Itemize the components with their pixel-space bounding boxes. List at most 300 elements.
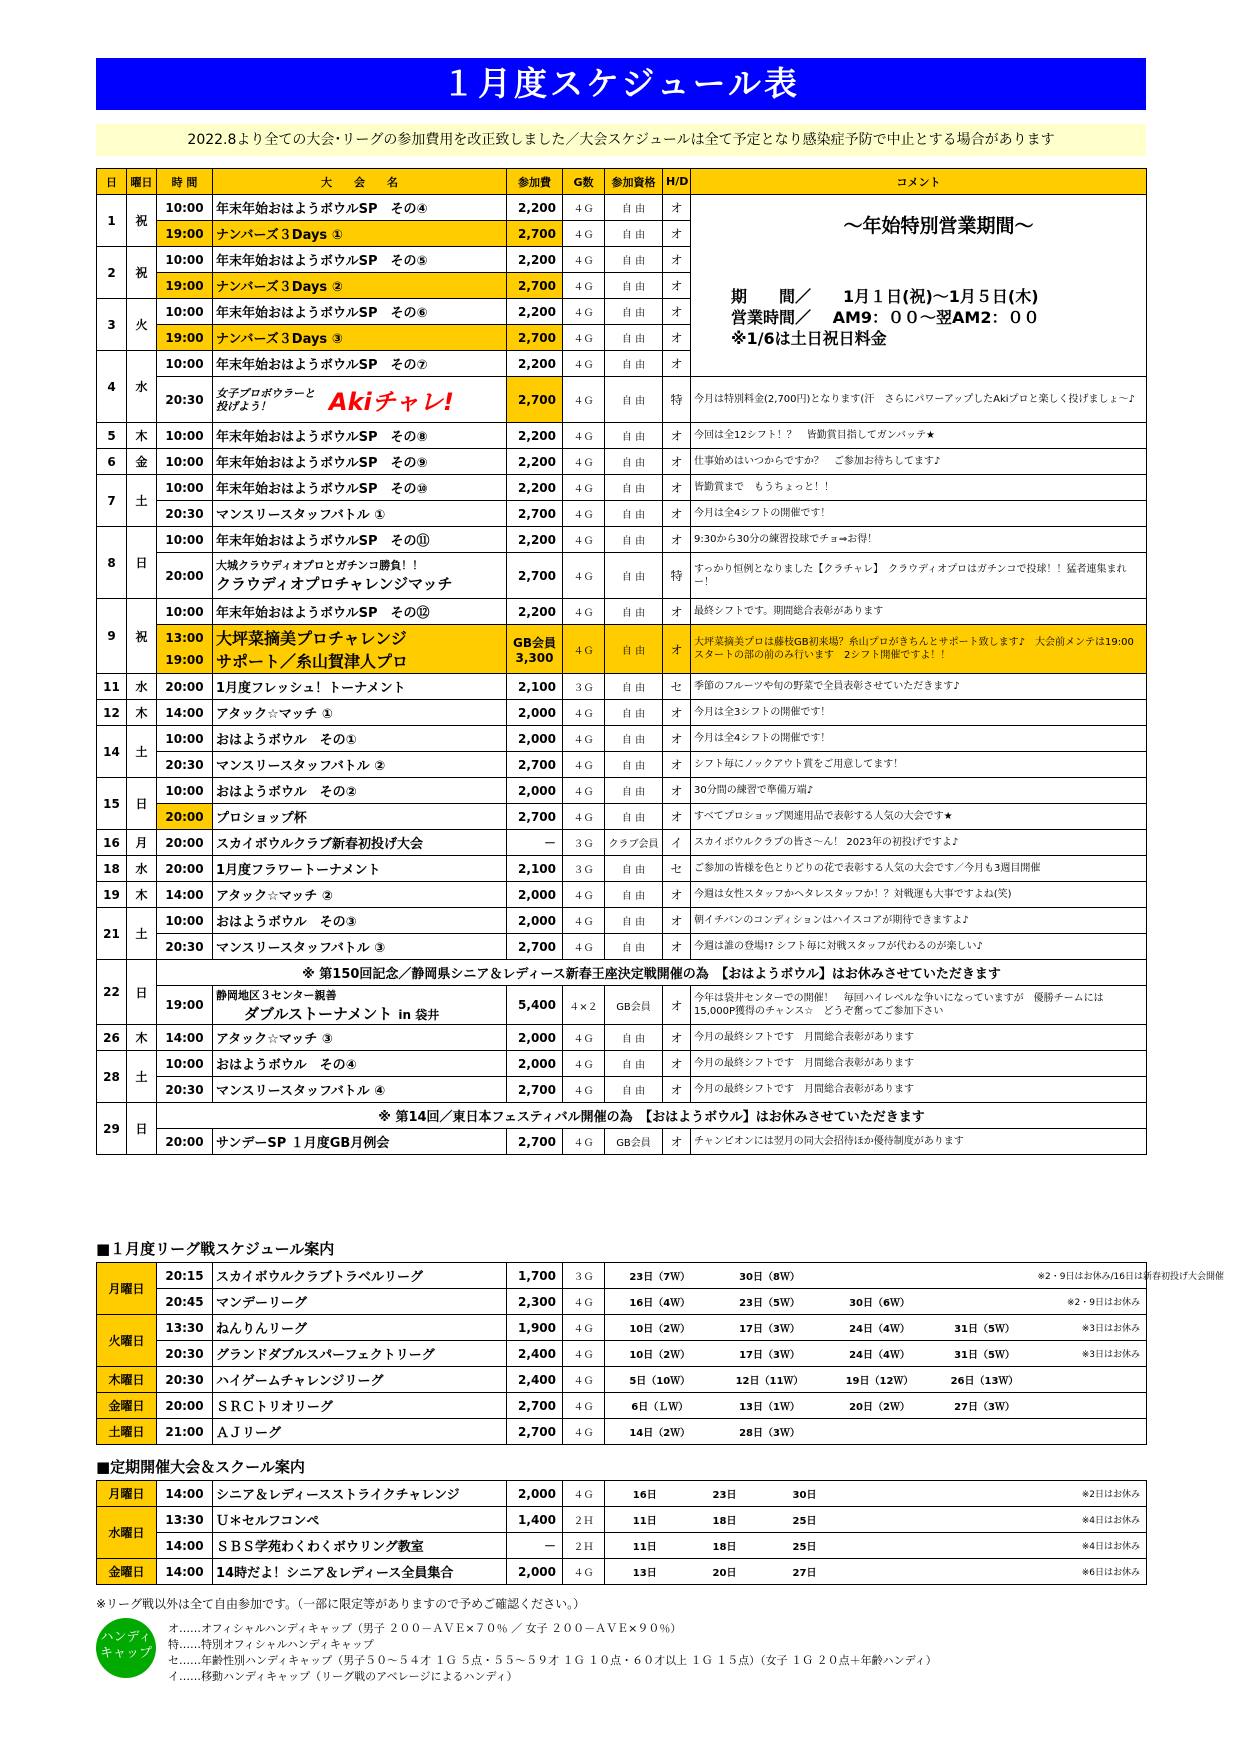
league-games: ４Ｇ — [563, 1315, 605, 1341]
fee-cell: 2,000 — [507, 778, 563, 804]
games-cell: ４Ｇ — [563, 247, 605, 273]
league-session: 19日（12Ｗ） — [825, 1367, 935, 1393]
weekday-cell: 火 — [127, 299, 157, 351]
day-cell: 22 — [97, 960, 127, 1025]
qualification-cell: GB会員 — [605, 986, 663, 1025]
event-name: 年末年始おはようボウルSP その⑦ — [213, 351, 507, 377]
handicap-cell: オ — [663, 1077, 691, 1103]
handicap-cell: オ — [663, 195, 691, 221]
handicap-badge — [96, 1618, 156, 1678]
league-session: 30日（8Ｗ） — [715, 1263, 825, 1289]
fee-cell: 2,200 — [507, 351, 563, 377]
qualification-cell: 自 由 — [605, 908, 663, 934]
league-row — [97, 1393, 1147, 1419]
school-weekday: 水曜日 — [97, 1507, 157, 1559]
league-fee: 2,700 — [507, 1419, 563, 1445]
time-cell: 14:00 — [157, 1025, 213, 1051]
header-fee: 参加費 — [507, 169, 563, 195]
day-cell: 3 — [97, 299, 127, 351]
league-games: ４Ｇ — [563, 1341, 605, 1367]
akichalle-tagline — [216, 387, 315, 413]
event-name-venue: in 袋井 — [398, 1007, 440, 1022]
event-name: ナンバーズ３Days ① — [213, 221, 507, 247]
comment-cell: 9:30から30分の練習投球でチョ⇒お得！ — [691, 527, 1147, 553]
league-name: ねんりんリーグ — [213, 1315, 507, 1341]
games-cell: ４Ｇ — [563, 299, 605, 325]
fee-cell: 2,200 — [507, 247, 563, 273]
header-games: G数 — [563, 169, 605, 195]
fee-cell: 2,200 — [507, 195, 563, 221]
schedule-row — [97, 501, 1147, 527]
fee-cell: 2,200 — [507, 599, 563, 625]
comment-cell: 今月の最終シフトです 月間総合表彰があります — [691, 1051, 1147, 1077]
league-session: 14日（2Ｗ） — [605, 1419, 715, 1445]
school-table — [96, 1480, 1147, 1585]
page-title: １月度スケジュール表 — [96, 58, 1146, 110]
qualification-cell: 自 由 — [605, 325, 663, 351]
qualification-cell: 自 由 — [605, 882, 663, 908]
games-cell: ４Ｇ — [563, 377, 605, 423]
qualification-cell: 自 由 — [605, 423, 663, 449]
league-session: 5日（10Ｗ） — [605, 1367, 715, 1393]
fee-cell: 2,000 — [507, 726, 563, 752]
day-cell: 5 — [97, 423, 127, 449]
league-session: 12日（11Ｗ） — [715, 1367, 825, 1393]
games-cell: ３Ｇ — [563, 830, 605, 856]
games-cell: ３Ｇ — [563, 856, 605, 882]
fee-cell: － — [507, 830, 563, 856]
weekday-cell: 祝 — [127, 195, 157, 247]
fee-cell: 2,700 — [507, 934, 563, 960]
time-cell: 10:00 — [157, 247, 213, 273]
schedule-table — [96, 168, 1147, 1155]
handicap-cell: オ — [663, 804, 691, 830]
comment-cell: 今月は全3シフトの開催です！ — [691, 700, 1147, 726]
games-cell: ３Ｇ — [563, 674, 605, 700]
handicap-item: セ……年齢性別ハンディキャップ（男子５０～５４才 １Ｇ ５点・５５～５９才 １Ｇ １０点・６０才以上 １Ｇ １５点）（女子 １Ｇ ２０点＋年齢ハンディ） — [168, 1654, 937, 1667]
schedule-row — [97, 778, 1147, 804]
league-session: 17日（3Ｗ） — [715, 1341, 825, 1367]
day-cell: 16 — [97, 830, 127, 856]
league-note — [1035, 1367, 1147, 1393]
time-cell: 10:00 — [157, 449, 213, 475]
qualification-cell: 自 由 — [605, 804, 663, 830]
school-session: 11日 — [605, 1533, 685, 1559]
time-cell: 10:00 — [157, 778, 213, 804]
games-cell: ４Ｇ — [563, 1077, 605, 1103]
comment-cell: 30分間の練習で準備万端♪ — [691, 778, 1147, 804]
school-spacer — [845, 1559, 1035, 1585]
league-row — [97, 1367, 1147, 1393]
qualification-cell: 自 由 — [605, 501, 663, 527]
school-row — [97, 1481, 1147, 1507]
comment-cell: 最終シフトです。期間総合表彰があります — [691, 599, 1147, 625]
event-name: 年末年始おはようボウルSP その④ — [213, 195, 507, 221]
school-games: ４Ｇ — [563, 1559, 605, 1585]
comment-cell: すべてプロショップ関連用品で表彰する人気の大会です★ — [691, 804, 1147, 830]
schedule-row — [97, 625, 1147, 674]
games-cell: ４Ｇ — [563, 325, 605, 351]
qualification-cell: 自 由 — [605, 299, 663, 325]
league-name: スカイボウルクラブトラベルリーグ — [213, 1263, 507, 1289]
time-cell: 10:00 — [157, 195, 213, 221]
fee-cell: 2,200 — [507, 527, 563, 553]
school-session: 18日 — [685, 1507, 765, 1533]
time-cell: 10:00 — [157, 1051, 213, 1077]
league-session: 17日（3Ｗ） — [715, 1315, 825, 1341]
fee-cell: 2,000 — [507, 882, 563, 908]
league-note: ※2・9日はお休み — [1035, 1289, 1147, 1315]
day-cell: 28 — [97, 1051, 127, 1103]
fee-line: GB会員 — [513, 635, 556, 650]
event-name: 年末年始おはようボウルSP その⑪ — [213, 527, 507, 553]
games-cell: ４Ｇ — [563, 804, 605, 830]
handicap-cell: オ — [663, 599, 691, 625]
league-row — [97, 1315, 1147, 1341]
fee-cell: 2,100 — [507, 856, 563, 882]
games-cell: ４Ｇ — [563, 351, 605, 377]
event-name: 年末年始おはようボウルSP その⑨ — [213, 449, 507, 475]
qualification-cell: GB会員 — [605, 1129, 663, 1155]
time-cell — [157, 625, 213, 674]
day-cell: 11 — [97, 674, 127, 700]
header-qualification: 参加資格 — [605, 169, 663, 195]
time-cell: 20:00 — [157, 804, 213, 830]
schedule-row — [97, 1077, 1147, 1103]
school-session: 27日 — [765, 1559, 845, 1585]
weekday-cell: 日 — [127, 527, 157, 599]
day-cell: 29 — [97, 1103, 127, 1155]
league-time: 20:00 — [157, 1393, 213, 1419]
event-name: 年末年始おはようボウルSP その⑥ — [213, 299, 507, 325]
school-row — [97, 1559, 1147, 1585]
time-cell: 20:30 — [157, 752, 213, 778]
event-name: ナンバーズ３Days ② — [213, 273, 507, 299]
league-games: ４Ｇ — [563, 1289, 605, 1315]
handicap-cell: オ — [663, 221, 691, 247]
league-games: ４Ｇ — [563, 1367, 605, 1393]
header-comment: コメント — [691, 169, 1147, 195]
day-cell: 19 — [97, 882, 127, 908]
league-session: 16日（4Ｗ） — [605, 1289, 715, 1315]
weekday-cell: 木 — [127, 423, 157, 449]
league-row — [97, 1263, 1147, 1289]
event-name: 年末年始おはようボウルSP その⑧ — [213, 423, 507, 449]
comment-cell: チャンピオンには翌月の同大会招待ほか優待制度があります — [691, 1129, 1147, 1155]
games-cell: ４Ｇ — [563, 501, 605, 527]
school-session: 18日 — [685, 1533, 765, 1559]
qualification-cell: 自 由 — [605, 247, 663, 273]
qualification-cell: 自 由 — [605, 674, 663, 700]
weekday-cell: 日 — [127, 778, 157, 830]
league-note: ※3日はお休み — [1035, 1341, 1147, 1367]
weekday-cell: 土 — [127, 726, 157, 778]
games-cell: ４Ｇ — [563, 908, 605, 934]
qualification-cell: 自 由 — [605, 625, 663, 674]
day-cell: 21 — [97, 908, 127, 960]
fee-cell — [507, 625, 563, 674]
handicap-cell: オ — [663, 934, 691, 960]
event-name: 1月度フラワートーナメント — [213, 856, 507, 882]
day-cell: 26 — [97, 1025, 127, 1051]
weekday-cell: 水 — [127, 856, 157, 882]
weekday-cell: 水 — [127, 351, 157, 423]
league-time: 20:45 — [157, 1289, 213, 1315]
games-cell: ４Ｇ — [563, 778, 605, 804]
qualification-cell: 自 由 — [605, 273, 663, 299]
akichalle-logo — [216, 382, 503, 417]
qualification-cell: クラブ会員 — [605, 830, 663, 856]
games-cell: ４×２ — [563, 986, 605, 1025]
qualification-cell: 自 由 — [605, 527, 663, 553]
schedule-row — [97, 1051, 1147, 1077]
time-cell: 10:00 — [157, 599, 213, 625]
league-weekday: 金曜日 — [97, 1393, 157, 1419]
fee-cell: 2,700 — [507, 325, 563, 351]
day-cell: 9 — [97, 599, 127, 674]
event-name: 1月度フレッシュ！トーナメント — [213, 674, 507, 700]
league-session: 26日（13Ｗ） — [935, 1367, 1035, 1393]
handicap-cell: オ — [663, 273, 691, 299]
league-fee: 2,700 — [507, 1393, 563, 1419]
handicap-item: イ……移動ハンディキャップ（リーグ戦のアベレージによるハンディ） — [168, 1670, 518, 1683]
school-time: 14:00 — [157, 1481, 213, 1507]
league-fee: 2,400 — [507, 1367, 563, 1393]
header-event: 大 会 名 — [213, 169, 507, 195]
school-note: ※4日はお休み — [1035, 1533, 1147, 1559]
games-cell: ４Ｇ — [563, 423, 605, 449]
school-note: ※6日はお休み — [1035, 1559, 1147, 1585]
time-cell: 19:00 — [157, 986, 213, 1025]
event-name: おはようボウル その③ — [213, 908, 507, 934]
weekday-cell: 金 — [127, 449, 157, 475]
schedule-row — [97, 960, 1147, 986]
schedule-row — [97, 475, 1147, 501]
school-note: ※2日はお休み — [1035, 1481, 1147, 1507]
handicap-cell: オ — [663, 475, 691, 501]
time-cell: 14:00 — [157, 882, 213, 908]
games-cell: ４Ｇ — [563, 1025, 605, 1051]
weekday-cell: 祝 — [127, 599, 157, 674]
league-section-title: ■１月度リーグ戦スケジュール案内 — [96, 1240, 335, 1258]
notice-banner: 2022.8より全ての大会･リーグの参加費用を改正致しました／大会スケジュールは全て予定となり感染症予防で中止とする場合があります — [96, 124, 1146, 156]
handicap-cell: オ — [663, 700, 691, 726]
event-name: 年末年始おはようボウルSP その⑤ — [213, 247, 507, 273]
weekday-cell: 水 — [127, 674, 157, 700]
handicap-cell: オ — [663, 423, 691, 449]
league-name: ＳＲＣトリオリーグ — [213, 1393, 507, 1419]
qualification-cell: 自 由 — [605, 1077, 663, 1103]
qualification-cell: 自 由 — [605, 475, 663, 501]
header-handicap: H/D — [663, 169, 691, 195]
event-name: サンデーSP １月度GB月例会 — [213, 1129, 507, 1155]
qualification-cell: 自 由 — [605, 700, 663, 726]
school-note: ※4日はお休み — [1035, 1507, 1147, 1533]
school-spacer — [845, 1533, 1035, 1559]
school-games: ４Ｇ — [563, 1481, 605, 1507]
games-cell: ４Ｇ — [563, 221, 605, 247]
handicap-cell: セ — [663, 856, 691, 882]
games-cell: ４Ｇ — [563, 700, 605, 726]
weekday-cell: 祝 — [127, 247, 157, 299]
qualification-cell: 自 由 — [605, 351, 663, 377]
league-session — [825, 1263, 935, 1289]
schedule-row — [97, 553, 1147, 599]
handicap-cell: イ — [663, 830, 691, 856]
time-cell: 19:00 — [157, 273, 213, 299]
school-games: ２Ｈ — [563, 1533, 605, 1559]
event-name-sub: 静岡地区３センター親善 — [216, 988, 337, 1002]
handicap-cell: セ — [663, 674, 691, 700]
fee-cell: 2,700 — [507, 1077, 563, 1103]
school-time: 14:00 — [157, 1559, 213, 1585]
school-row — [97, 1507, 1147, 1533]
schedule-row — [97, 726, 1147, 752]
akichalle-title: Akiチャレ! — [329, 388, 454, 416]
school-session: 25日 — [765, 1507, 845, 1533]
school-session: 13日 — [605, 1559, 685, 1585]
league-fee: 1,700 — [507, 1263, 563, 1289]
league-row — [97, 1341, 1147, 1367]
fee-cell: 2,700 — [507, 1129, 563, 1155]
time-cell: 20:00 — [157, 1129, 213, 1155]
schedule-row — [97, 1129, 1147, 1155]
handicap-cell: オ — [663, 625, 691, 674]
games-cell: ４Ｇ — [563, 625, 605, 674]
fee-cell: 2,100 — [507, 674, 563, 700]
event-name — [213, 625, 507, 674]
day-cell: 2 — [97, 247, 127, 299]
day-cell: 12 — [97, 700, 127, 726]
handicap-cell: オ — [663, 1051, 691, 1077]
league-session: 24日（4Ｗ） — [825, 1341, 935, 1367]
handicap-cell: オ — [663, 752, 691, 778]
qualification-cell: 自 由 — [605, 377, 663, 423]
header-weekday: 曜日 — [127, 169, 157, 195]
day-cell: 15 — [97, 778, 127, 830]
handicap-cell: オ — [663, 882, 691, 908]
fee-cell: 2,000 — [507, 1025, 563, 1051]
schedule-row — [97, 700, 1147, 726]
league-name: ハイゲームチャレンジリーグ — [213, 1367, 507, 1393]
league-session: 10日（2Ｗ） — [605, 1341, 715, 1367]
day-cell: 8 — [97, 527, 127, 599]
header-time: 時 間 — [157, 169, 213, 195]
qualification-cell: 自 由 — [605, 553, 663, 599]
schedule-row — [97, 830, 1147, 856]
handicap-legend — [168, 1621, 937, 1685]
weekday-cell: 土 — [127, 908, 157, 960]
day-cell: 18 — [97, 856, 127, 882]
games-cell: ４Ｇ — [563, 273, 605, 299]
comment-cell: スカイボウルクラブの皆さ～ん！ 2023年の初投げですよ♪ — [691, 830, 1147, 856]
comment-cell: 季節のフルーツや旬の野菜で全員表彰させていただきます♪ — [691, 674, 1147, 700]
time-cell: 10:00 — [157, 475, 213, 501]
time-cell: 20:00 — [157, 830, 213, 856]
league-name: マンデーリーグ — [213, 1289, 507, 1315]
schedule-row — [97, 804, 1147, 830]
event-name-main: ダブルストーナメント — [244, 1004, 393, 1023]
event-name: アタック☆マッチ ③ — [213, 1025, 507, 1051]
handicap-cell: 特 — [663, 553, 691, 599]
school-time: 13:30 — [157, 1507, 213, 1533]
handicap-cell: オ — [663, 1025, 691, 1051]
league-weekday: 木曜日 — [97, 1367, 157, 1393]
schedule-row — [97, 882, 1147, 908]
league-session — [935, 1419, 1035, 1445]
games-cell: ４Ｇ — [563, 726, 605, 752]
league-games: ３Ｇ — [563, 1263, 605, 1289]
handicap-cell: オ — [663, 527, 691, 553]
schedule-row — [97, 527, 1147, 553]
comment-cell: 今週は女性スタッフかヘタレスタッフか！？対戦運も大事ですよね(笑) — [691, 882, 1147, 908]
time-cell: 10:00 — [157, 726, 213, 752]
league-time: 20:15 — [157, 1263, 213, 1289]
schedule-row — [97, 752, 1147, 778]
time-cell: 20:30 — [157, 934, 213, 960]
school-fee: 1,400 — [507, 1507, 563, 1533]
league-time: 20:30 — [157, 1367, 213, 1393]
league-session: 13日（1Ｗ） — [715, 1393, 825, 1419]
games-cell: ４Ｇ — [563, 1129, 605, 1155]
games-cell: ４Ｇ — [563, 449, 605, 475]
schedule-row — [97, 934, 1147, 960]
handicap-cell: オ — [663, 325, 691, 351]
fee-cell: 2,700 — [507, 221, 563, 247]
schedule-row — [97, 423, 1147, 449]
event-name-main: クラウディオプロチャレンジマッチ — [216, 575, 453, 593]
school-fee: 2,000 — [507, 1559, 563, 1585]
school-name: 14時だよ！シニア＆レディース全員集合 — [213, 1559, 507, 1585]
school-fee: 2,000 — [507, 1481, 563, 1507]
comment-cell: 今月の最終シフトです 月間総合表彰があります — [691, 1025, 1147, 1051]
comment-cell: 今月は全4シフトの開催です！ — [691, 501, 1147, 527]
event-name-sub: 大坪菜摘美プロチャレンジ — [216, 629, 407, 648]
qualification-cell: 自 由 — [605, 856, 663, 882]
fee-cell: 2,700 — [507, 377, 563, 423]
league-fee: 2,400 — [507, 1341, 563, 1367]
special-note: ※1/6は土日祝日料金 — [731, 329, 887, 348]
comment-cell: シフト毎にノックアウト賞をご用意してます！ — [691, 752, 1147, 778]
league-session: 23日（7Ｗ） — [605, 1263, 715, 1289]
league-table — [96, 1262, 1224, 1445]
handicap-cell: オ — [663, 778, 691, 804]
league-session: 30日（6Ｗ） — [825, 1289, 935, 1315]
league-weekday: 月曜日 — [97, 1263, 157, 1315]
comment-cell: 今週は誰の登場!? シフト毎に対戦スタッフが代わるのが楽しい♪ — [691, 934, 1147, 960]
handicap-cell: オ — [663, 986, 691, 1025]
league-fee: 2,300 — [507, 1289, 563, 1315]
event-name — [213, 553, 507, 599]
weekday-cell: 日 — [127, 1103, 157, 1155]
league-row — [97, 1289, 1147, 1315]
school-fee: － — [507, 1533, 563, 1559]
qualification-cell: 自 由 — [605, 934, 663, 960]
day-cell: 1 — [97, 195, 127, 247]
qualification-cell: 自 由 — [605, 778, 663, 804]
school-spacer — [845, 1507, 1035, 1533]
fee-cell: 2,700 — [507, 804, 563, 830]
footnote: ※リーグ戦以外は全て自由参加です。（一部に限定等がありますので予めご確認ください。） — [96, 1597, 586, 1611]
handicap-cell: 特 — [663, 377, 691, 423]
qualification-cell: 自 由 — [605, 449, 663, 475]
league-session — [825, 1419, 935, 1445]
fee-cell: 2,000 — [507, 1051, 563, 1077]
league-session: 6日（ＬＷ） — [605, 1393, 715, 1419]
fee-cell: 2,700 — [507, 273, 563, 299]
weekday-cell: 日 — [127, 960, 157, 1025]
league-weekday: 火曜日 — [97, 1315, 157, 1367]
